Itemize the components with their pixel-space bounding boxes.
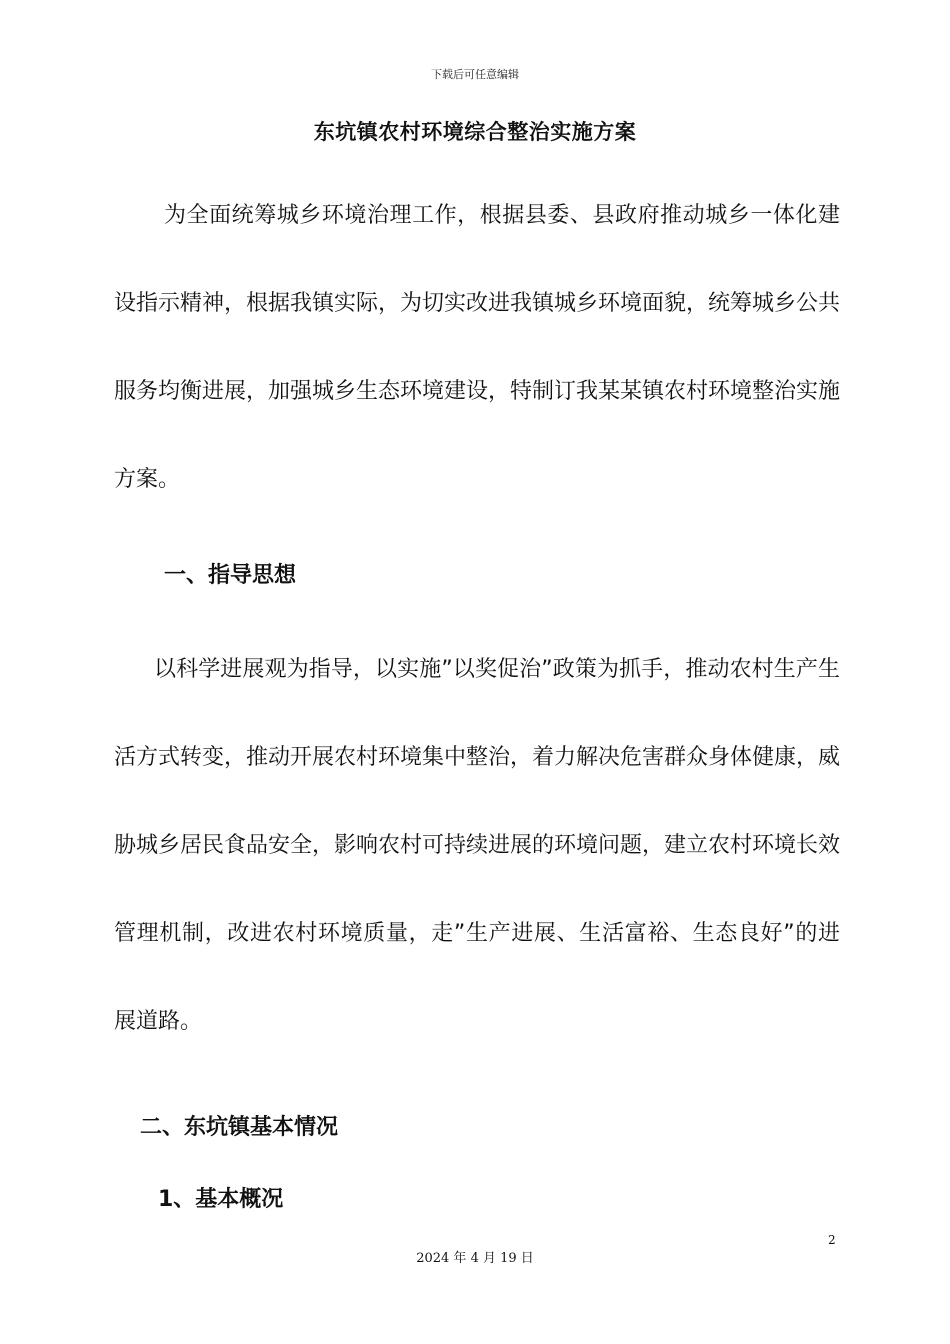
page-number: 2 xyxy=(828,1233,836,1247)
guiding-thought-paragraph: 以科学进展观为指导，以实施”以奖促治”政策为抓手，推动农村生产生活方式转变，推动开展农村环境集中整治，着力解决危害群众身体健康，威胁城乡居民食品安全，影响农村可持续进展的环境问题，建立农村环境长效管理机制，改进农村环境质量，走”生产进展、生活富裕、生态良好”的进展道路。 xyxy=(114,657,841,1034)
footer-date: 2024 年 4 月 19 日 xyxy=(416,1251,534,1266)
intro-paragraph: 为全面统筹城乡环境治理工作，根据县委、县政府推动城乡一体化建设指示精神，根据我镇实际，为切实改进我镇城乡环境面貌，统筹城乡公共服务均衡进展，加强城乡生态环境建设，特制订我某某镇农村环境整治实施方案。 xyxy=(114,203,841,492)
header-note: 下载后可任意编辑 xyxy=(431,68,519,81)
section-heading-basic-situation: 二、东坑镇基本情况 xyxy=(140,1115,339,1140)
document-title: 东坑镇农村环境综合整治实施方案 xyxy=(313,120,637,144)
subsection-heading-overview: 1、基本概况 xyxy=(158,1187,284,1212)
section-heading-guiding-thought: 一、指导思想 xyxy=(164,563,297,588)
document-body xyxy=(114,172,840,1236)
